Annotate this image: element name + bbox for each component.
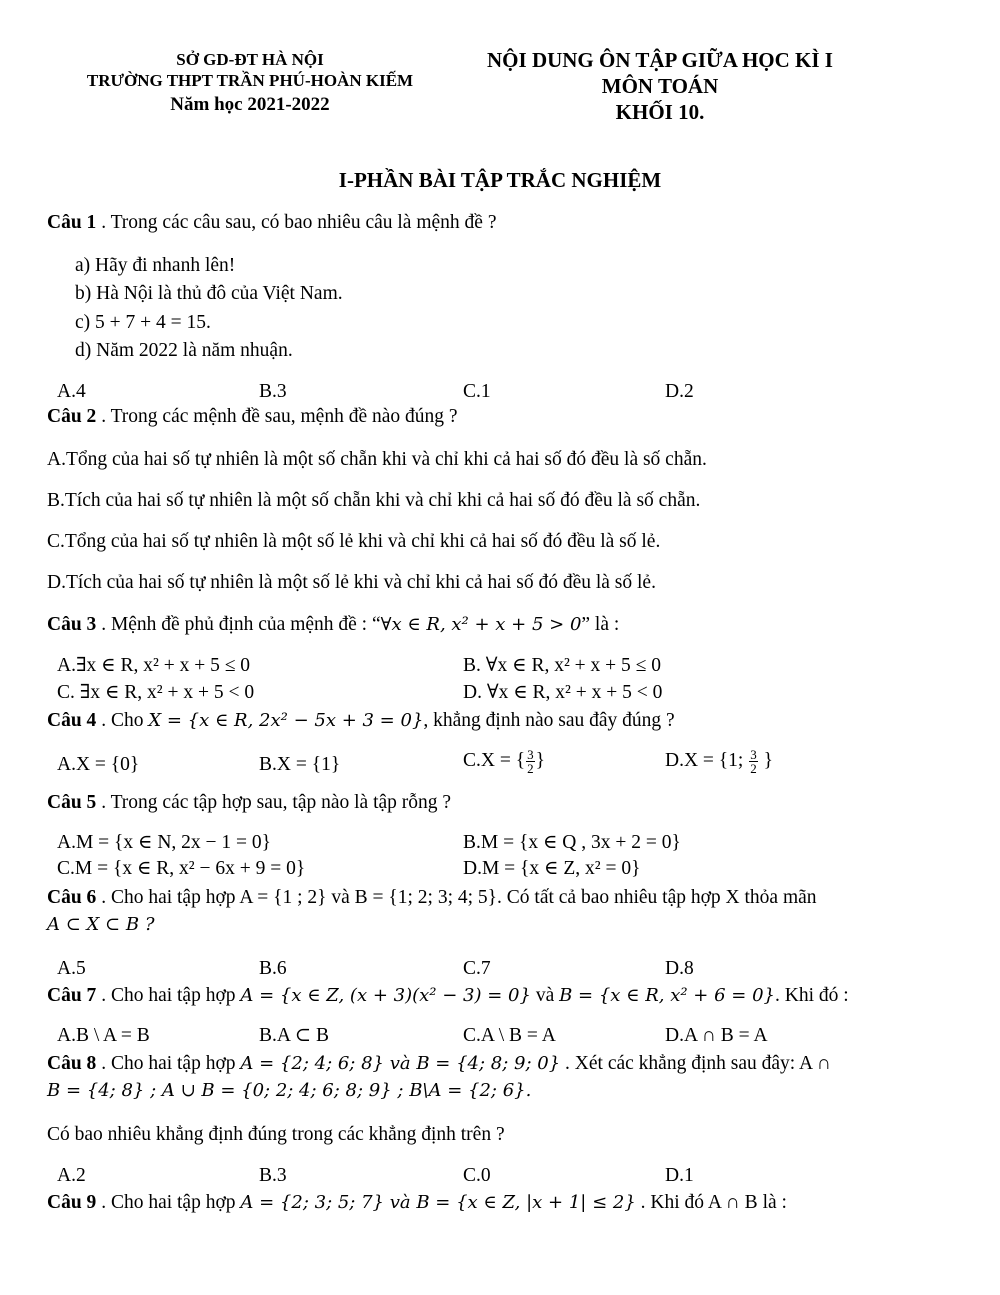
question-math-a: A = {x ∈ Z, (x + 3)(x² − 3) = 0}: [240, 985, 531, 1006]
q5-option-d: D.M = {x ∈ Z, x² = 0}: [463, 858, 641, 879]
q3-option-d: D. ∀x ∈ R, x² + x + 5 < 0: [463, 682, 663, 703]
question-label: Câu 1: [47, 212, 97, 233]
question-text-end: . Khi đó :: [775, 985, 849, 1006]
header-subject: MÔN TOÁN: [601, 74, 719, 98]
q1-option-a: A.4: [57, 381, 86, 402]
question-4: [47, 710, 675, 732]
q2-option-a: A.Tổng của hai số tự nhiên là một số chẵn khi và chỉ khi cả hai số đó đều là số chẵn.: [47, 449, 707, 470]
q1-option-d: D.2: [665, 381, 694, 402]
q5-option-c: C.M = {x ∈ R, x² − 6x + 9 = 0}: [57, 858, 306, 879]
q8-option-b: B.3: [259, 1165, 287, 1186]
question-label: Câu 2: [47, 406, 97, 427]
q7-option-d: D.A ∩ B = A: [665, 1025, 768, 1046]
q6-option-b: B.6: [259, 958, 287, 979]
q6-condition: A ⊂ X ⊂ B ?: [47, 914, 155, 935]
q4-option-a: A.X = {0}: [57, 754, 140, 775]
q5-option-a: A.M = {x ∈ N, 2x − 1 = 0}: [57, 832, 272, 853]
q8-statements: B = {4; 8} ; A ∪ B = {0; 2; 4; 6; 8; 9} ; B\A = {2; 6}.: [47, 1080, 532, 1101]
header-grade: KHỐI 10.: [615, 100, 705, 124]
header-doc-title: NỘI DUNG ÔN TẬP GIỮA HỌC KÌ I: [487, 48, 833, 72]
q7-option-c: C.A \ B = A: [463, 1025, 556, 1046]
question-label: Câu 5: [47, 792, 97, 813]
fraction: $\frac{3}{2}$: [527, 747, 534, 776]
question-label: Câu 6: [47, 887, 97, 908]
question-label: Câu 3: [47, 614, 97, 635]
q1-item-c: c) 5 + 7 + 4 = 15.: [75, 312, 211, 333]
question-8: [47, 1053, 831, 1075]
q5-option-b: B.M = {x ∈ Q , 3x + 2 = 0}: [463, 832, 681, 853]
header-school: TRƯỜNG THPT TRẦN PHÚ-HOÀN KIẾM: [86, 71, 414, 90]
q6-option-a: A.5: [57, 958, 86, 979]
question-7: [47, 985, 849, 1007]
q3-option-a: A.∃x ∈ R, x² + x + 5 ≤ 0: [57, 655, 251, 676]
q4-option-d: D.X = {1; $\frac{3}{2}$ }: [665, 747, 773, 776]
q1-item-b: b) Hà Nội là thủ đô của Việt Nam.: [75, 283, 343, 304]
question-6: [47, 887, 817, 909]
q8-option-d: D.1: [665, 1165, 694, 1186]
question-text: . Trong các câu sau, có bao nhiêu câu là mệnh đề ?: [96, 212, 497, 233]
question-text: . Cho hai tập hợp: [96, 985, 241, 1006]
q8-option-c: C.0: [463, 1165, 491, 1186]
question-label: Câu 9: [47, 1192, 97, 1213]
question-math: A = {2; 4; 6; 8} và B = {4; 8; 9; 0}: [240, 1053, 561, 1074]
q1-option-b: B.3: [259, 381, 287, 402]
q8-question: Có bao nhiêu khẳng định đúng trong các khẳng định trên ?: [47, 1124, 505, 1145]
q2-option-b: B.Tích của hai số tự nhiên là một số chẵn khi và chỉ khi cả hai số đó đều là số chẵn.: [47, 490, 701, 511]
question-9: [47, 1192, 787, 1214]
question-2: [47, 406, 458, 428]
q3-option-c: C. ∃x ∈ R, x² + x + 5 < 0: [57, 682, 255, 703]
q4-option-d-text: D.X = {1;: [665, 749, 749, 771]
question-text: . Trong các tập hợp sau, tập nào là tập rỗng ?: [96, 792, 452, 813]
q4-option-b: B.X = {1}: [259, 754, 341, 775]
question-math: X = {x ∈ R, 2x² − 5x + 3 = 0}: [148, 710, 424, 731]
q7-option-b: B.A ⊂ B: [259, 1025, 329, 1046]
question-text-end: . Khi đó A ∩ B là :: [635, 1192, 787, 1213]
header-school-year: Năm học 2021-2022: [170, 94, 330, 115]
question-text: . Trong các mệnh đề sau, mệnh đề nào đúng ?: [96, 406, 458, 427]
question-5: [47, 792, 451, 814]
question-text-end: . Xét các khẳng định sau đây: A ∩: [560, 1053, 831, 1074]
question-label: Câu 8: [47, 1053, 97, 1074]
question-text: . Cho: [96, 710, 149, 731]
q3-option-b: B. ∀x ∈ R, x² + x + 5 ≤ 0: [463, 655, 662, 676]
q8-option-a: A.2: [57, 1165, 86, 1186]
question-text-end: , khẳng định nào sau đây đúng ?: [423, 710, 675, 731]
question-text: . Cho hai tập hợp: [96, 1053, 241, 1074]
q2-option-d: D.Tích của hai số tự nhiên là một số lẻ khi và chỉ khi cả hai số đó đều là số lẻ.: [47, 572, 656, 593]
q4-option-c-text: C.X = {: [463, 749, 526, 771]
question-text-end: ” là :: [581, 614, 620, 635]
question-text: . Cho hai tập hợp A = {1 ; 2} và B = {1; 2; 3; 4; 5}. Có tất cả bao nhiêu tập hợp X thỏa mãn: [96, 887, 817, 908]
question-text: . Mệnh đề phủ định của mệnh đề : “: [96, 614, 381, 635]
q1-item-d: d) Năm 2022 là năm nhuận.: [75, 340, 293, 361]
q6-option-d: D.8: [665, 958, 694, 979]
fraction: $\frac{3}{2}$: [750, 747, 757, 776]
question-text-mid: và: [530, 985, 560, 1006]
question-text: . Cho hai tập hợp: [96, 1192, 241, 1213]
q6-option-c: C.7: [463, 958, 491, 979]
question-label: Câu 4: [47, 710, 97, 731]
question-math: A = {2; 3; 5; 7} và B = {x ∈ Z, |x + 1| ≤ 2}: [240, 1192, 636, 1213]
q1-option-c: C.1: [463, 381, 491, 402]
question-math: ∀x ∈ R, x² + x + 5 > 0: [380, 614, 582, 635]
question-label: Câu 7: [47, 985, 97, 1006]
section-title: I-PHẦN BÀI TẬP TRẮC NGHIỆM: [338, 168, 662, 192]
q1-item-a: a) Hãy đi nhanh lên!: [75, 255, 236, 276]
q2-option-c: C.Tổng của hai số tự nhiên là một số lẻ khi và chỉ khi cả hai số đó đều là số lẻ.: [47, 531, 661, 552]
q4-option-c: C.X = { $\frac{3}{2}$ }: [463, 747, 545, 776]
q7-option-a: A.B \ A = B: [57, 1025, 150, 1046]
question-1: [47, 212, 496, 234]
question-3: [47, 614, 619, 636]
question-math-b: B = {x ∈ R, x² + 6 = 0}: [559, 985, 775, 1006]
header-department: SỞ GD-ĐT HÀ NỘI: [176, 50, 324, 69]
